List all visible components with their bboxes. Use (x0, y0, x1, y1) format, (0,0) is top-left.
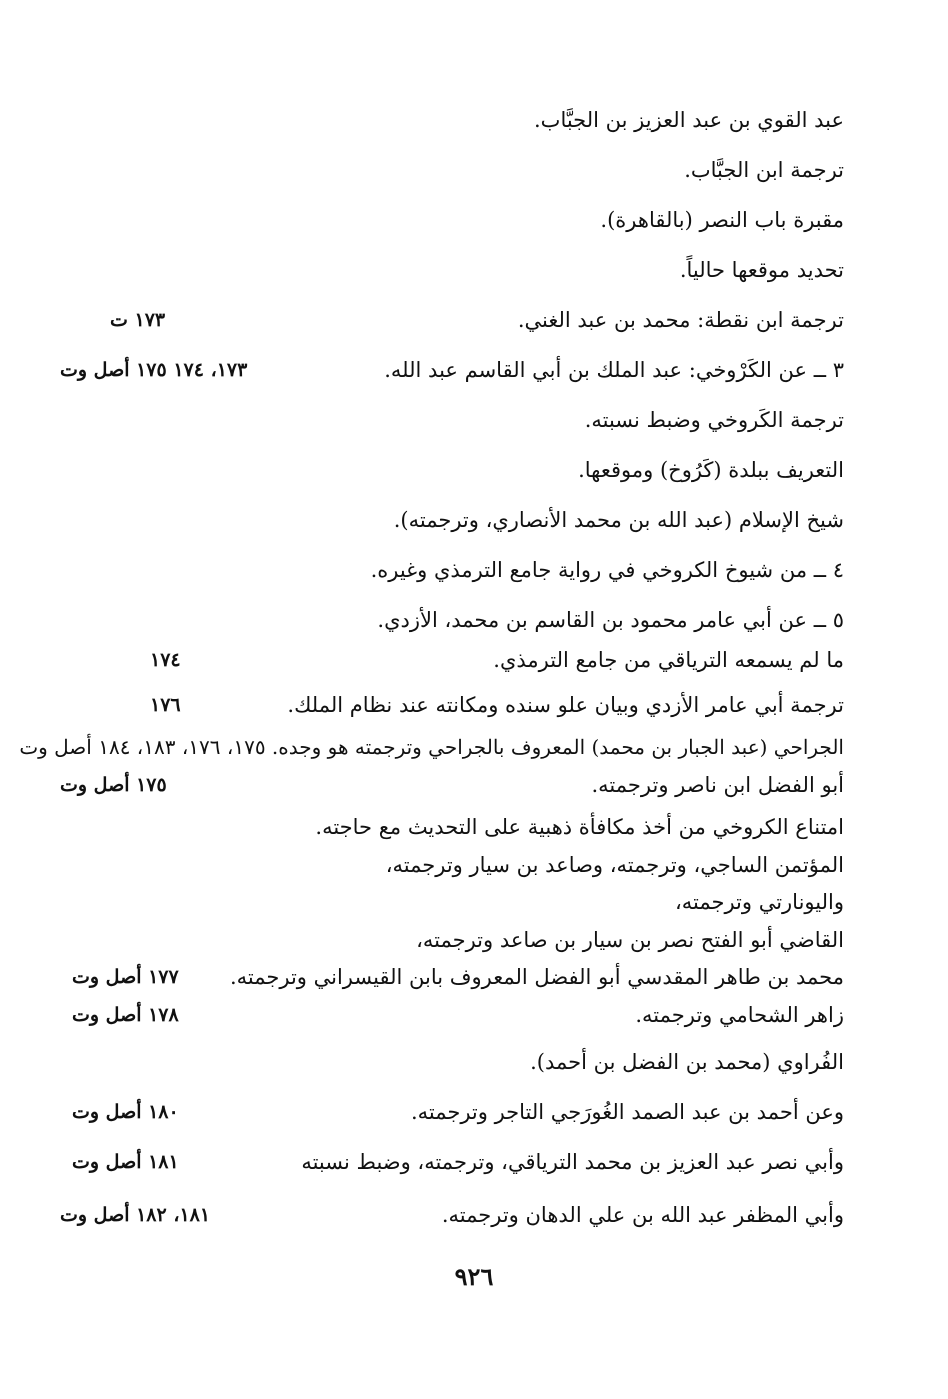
entry-text: الجراحي (عبد الجبار بن محمد) المعروف بالجراحي وترجمته هو وجده. ١٧٥، ١٧٦، ١٨٣، ١٨٤ أصل وت (19, 735, 844, 759)
index-entry (40, 253, 848, 293)
index-entry (40, 153, 848, 193)
entry-text: زاهر الشحامي وترجمته. (635, 1003, 844, 1027)
entry-text: ٣ ــ عن الكَرْوخي: عبد الملك بن أبي القاسم عبد الله. (384, 358, 844, 382)
index-entry (40, 923, 848, 963)
entry-text: شيخ الإسلام (عبد الله بن محمد الأنصاري، وترجمته). (393, 508, 844, 532)
index-entry (40, 998, 848, 1038)
entry-text: ٥ ــ عن أبي عامر محمود بن القاسم بن محمد، الأزدي. (377, 608, 844, 632)
entry-page-ref: ١٧٨ أصل وت (72, 1004, 179, 1026)
index-entry (40, 603, 848, 643)
entry-text: القاضي أبو الفتح نصر بن سيار بن صاعد وترجمته، (416, 928, 844, 952)
index-entry (40, 1145, 848, 1185)
entry-page-ref: ١٧٣ ت (110, 309, 166, 331)
entry-text: وعن أحمد بن عبد الصمد الغُورَجي التاجر وترجمته. (410, 1100, 844, 1124)
index-entry (40, 1198, 848, 1238)
entry-text: المؤتمن الساجي، وترجمته، وصاعد بن سيار وترجمته، (385, 853, 844, 877)
index-entry (40, 768, 848, 808)
index-entry (40, 453, 848, 493)
entry-text: ترجمة ابن نقطة: محمد بن عبد الغني. (517, 308, 844, 332)
entry-text: محمد بن طاهر المقدسي أبو الفضل المعروف بابن القيسراني وترجمته. (229, 965, 844, 989)
index-entry (19, 730, 848, 770)
entry-text: ٤ ــ من شيوخ الكروخي في رواية جامع الترمذي وغيره. (370, 558, 844, 582)
entry-text: ترجمة أبي عامر الأزدي وبيان علو سنده ومكانته عند نظام الملك. (287, 693, 844, 717)
index-entry (40, 960, 848, 1000)
index-entry (40, 885, 848, 925)
index-entry (40, 848, 848, 888)
index-entry (40, 503, 848, 543)
entry-text: ترجمة الكَروخي وضبط نسبته. (584, 408, 844, 432)
entry-text: الفُراوي (محمد بن الفضل بن أحمد). (530, 1050, 844, 1074)
entry-text: تحديد موقعها حالياً. (679, 258, 844, 282)
entry-text: وأبي المظفر عبد الله بن علي الدهان وترجمته. (441, 1203, 844, 1227)
entry-text: واليونارتي وترجمته، (674, 890, 844, 914)
index-entry (40, 203, 848, 243)
entry-page-ref: ١٧٧ أصل وت (72, 966, 179, 988)
entry-page-ref: ١٧٥ أصل وت (60, 774, 167, 796)
index-entry (40, 688, 848, 728)
entry-page-ref: ١٨١، ١٨٢ أصل وت (60, 1204, 211, 1226)
entry-text: التعريف ببلدة (كَرُوخ) وموقعها. (578, 458, 844, 482)
index-entry (40, 103, 848, 143)
entry-text: ترجمة ابن الجبَّاب. (684, 158, 844, 182)
entry-text: ما لم يسمعه الترياقي من جامع الترمذي. (493, 648, 844, 672)
index-entry (40, 1095, 848, 1135)
entry-text: أبو الفضل ابن ناصر وترجمته. (591, 773, 844, 797)
entry-text: وأبي نصر عبد العزيز بن محمد الترياقي، وترجمته، وضبط نسبته (301, 1150, 844, 1174)
entry-page-ref: ١٧٤ (150, 649, 181, 671)
index-entry (40, 810, 848, 850)
index-entry (40, 353, 848, 393)
index-entry (40, 303, 848, 343)
page-number: ٩٢٦ (454, 1262, 494, 1291)
entry-text: مقبرة باب النصر (بالقاهرة). (600, 208, 844, 232)
entry-page-ref: ١٨٠ أصل وت (72, 1101, 179, 1123)
index-entry (40, 1045, 848, 1085)
entry-text: امتناع الكروخي من أخذ مكافأة ذهبية على التحديث مع حاجته. (315, 815, 844, 839)
entry-page-ref: ١٧٣، ١٧٤ ١٧٥ أصل وت (60, 359, 248, 381)
index-entry (40, 553, 848, 593)
entry-text: عبد القوي بن عبد العزيز بن الجبَّاب. (534, 108, 844, 132)
entry-page-ref: ١٨١ أصل وت (72, 1151, 179, 1173)
entry-page-ref: ١٧٦ (150, 694, 181, 716)
index-entry (40, 403, 848, 443)
index-entry (40, 643, 848, 683)
